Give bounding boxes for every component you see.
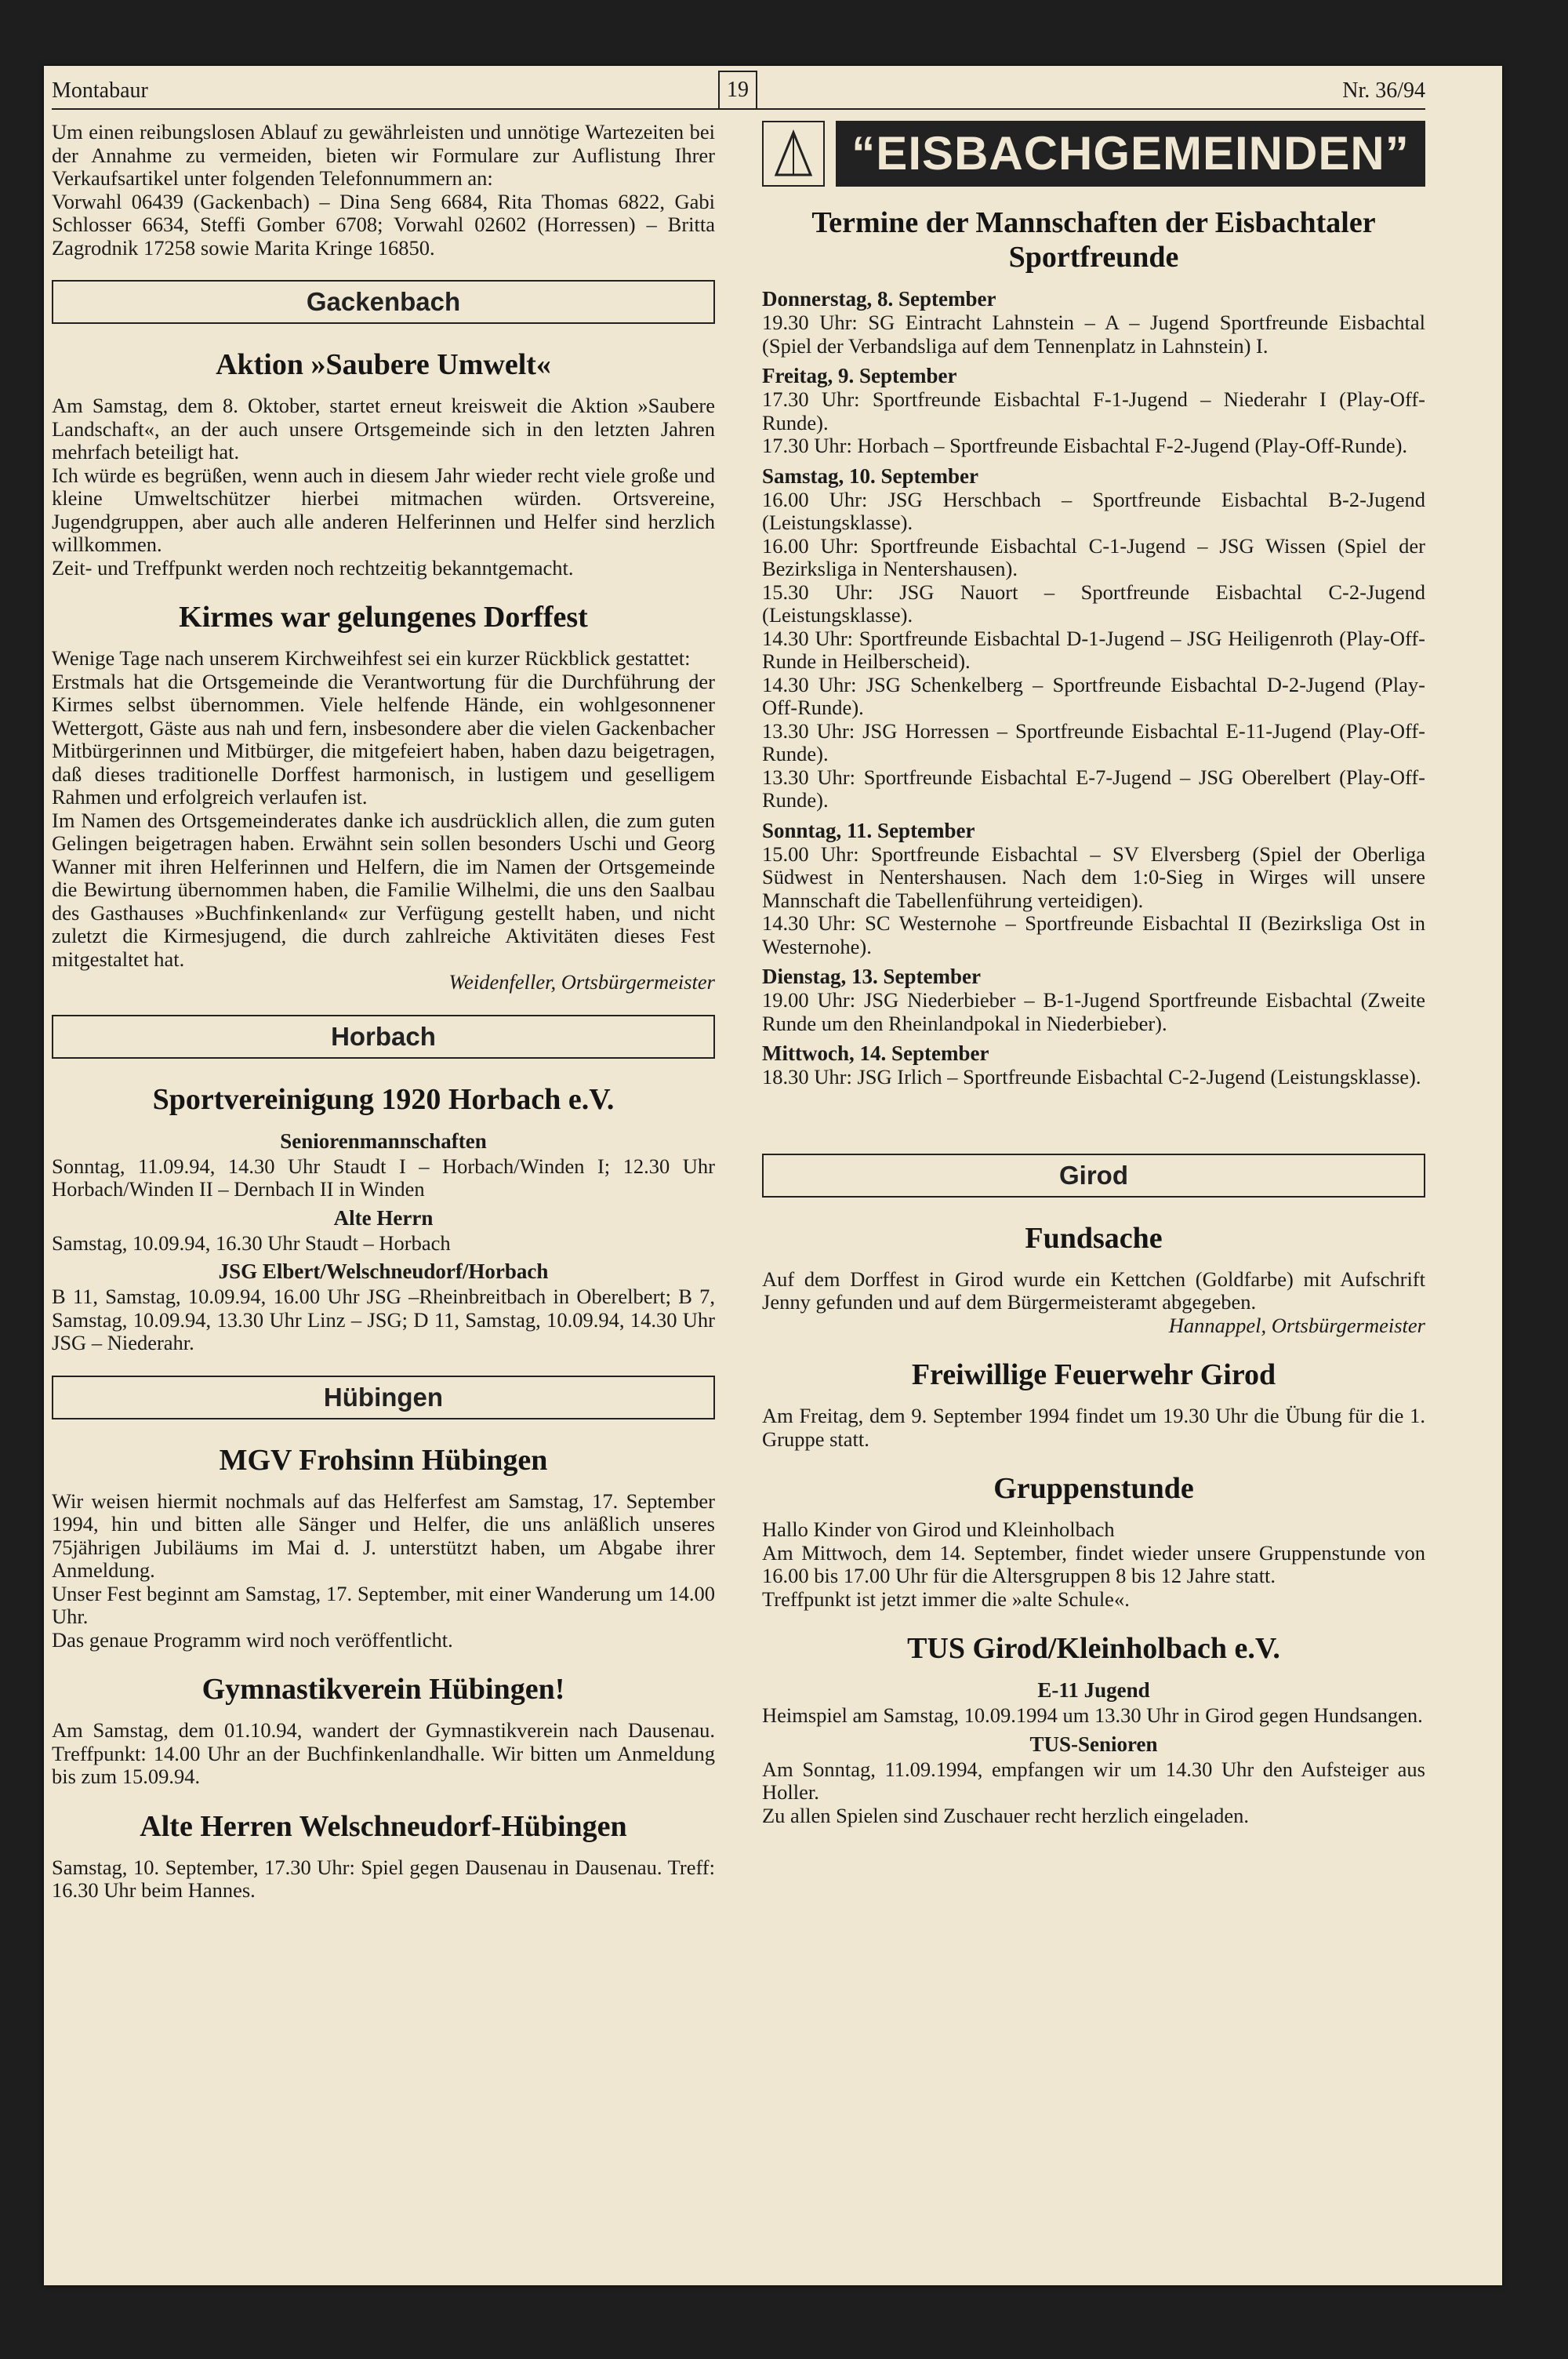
article-paragraph: Am Samstag, dem 8. Oktober, startet erneut kreisweit die Aktion »Saubere Landschaft«, an der auch unsere Ortsgemeinde sich in den letzten Jahren mehrfach beteiligt hat. [52, 394, 715, 463]
article-paragraph: Treffpunkt ist jetzt immer die »alte Schule«. [762, 1587, 1130, 1611]
schedule-day [762, 364, 1425, 458]
page-content [52, 71, 1425, 1903]
article-paragraph: Hallo Kinder von Girod und Kleinholbach [762, 1518, 1115, 1541]
schedule-day-text: 16.00 Uhr: JSG Herschbach – Sportfreunde Eisbachtal B-2-Jugend (Leistungsklasse). 16.00 Uhr: Sportfreunde Eisbachtal C-1-Jugend – JSG Wissen (Spiel der Bezirksliga in Nentershausen). 15.30 Uhr: JSG Nauort – Sportfreunde Eisbachtal C-2-Jugend (Leistungsklasse). 14.30 Uhr: Sportfreunde Eisbachtal D-1-Jugend – JSG Heiligenroth (Play-Off-Runde in Heilberscheid). 14.30 Uhr: JSG Schenkelberg – Sportfreunde Eisbachtal D-2-Jugend (Play-Off-Runde). 13.30 Uhr: JSG Horressen – Sportfreunde Eisbachtal E-11-Jugend (Play-Off-Runde). 13.30 Uhr: Sportfreunde Eisbachtal E-7-Jugend – JSG Oberelbert (Play-Off-Runde). [762, 487, 1425, 812]
banner-title: “EISBACHGEMEINDEN” [836, 121, 1425, 187]
schedule [762, 287, 1425, 1089]
article-title: Gymnastikverein Hübingen! [201, 1673, 565, 1706]
schedule-day-text: 18.30 Uhr: JSG Irlich – Sportfreunde Eisbachtal C-2-Jugend (Leistungsklasse). [762, 1065, 1421, 1089]
section-header-huebingen: Hübingen [52, 1376, 715, 1419]
article-paragraph: Heimspiel am Samstag, 10.09.1994 um 13.30 Uhr in Girod gegen Hundsangen. [762, 1703, 1423, 1727]
article-title: Freiwillige Feuerwehr Girod [911, 1358, 1276, 1391]
article-title: Fundsache [1025, 1221, 1163, 1255]
signature: Weidenfeller, Ortsbürgermeister [448, 970, 715, 994]
article-paragraph: Das genaue Programm wird noch veröffentlicht. [52, 1627, 453, 1652]
header-town: Montabaur [52, 78, 148, 103]
article-paragraph: Am Mittwoch, dem 14. September, findet wieder unsere Gruppenstunde von 16.00 bis 17.00 Uhr für die Altersgruppen 8 bis 12 Jahre statt. [762, 1540, 1425, 1587]
subheading: E-11 Jugend [1037, 1678, 1150, 1702]
article-title: Kirmes war gelungenes Dorffest [179, 601, 588, 634]
schedule-day-text: 19.30 Uhr: SG Eintracht Lahnstein – A – Jugend Sportfreunde Eisbachtal (Spiel der Verbandsliga auf dem Tennenplatz in Lahnstein) I. [762, 311, 1425, 358]
article-paragraph: Unser Fest beginnt am Samstag, 17. September, mit einer Wanderung um 14.00 Uhr. [52, 1581, 715, 1628]
schedule-day [762, 819, 1425, 959]
subheading: Alte Herrn [333, 1205, 434, 1230]
article-title: TUS Girod/Kleinholbach e.V. [907, 1632, 1280, 1665]
article-paragraph: Sonntag, 11.09.94, 14.30 Uhr Staudt I – Horbach/Winden I; 12.30 Uhr Horbach/Winden II – Dernbach II in Winden [52, 1154, 715, 1201]
schedule-day-label: Freitag, 9. September [762, 364, 957, 387]
schedule-day-label: Dienstag, 13. September [762, 965, 981, 988]
intro-paragraph: Um einen reibungslosen Ablauf zu gewährleisten und unnötige Wartezeiten bei der Annahme zu vermeiden, bieten wir Formulare zur Auflistung Ihrer Verkaufsartikel unter folgenden Telefonnummern an: [52, 120, 715, 190]
article-paragraph: Samstag, 10. September, 17.30 Uhr: Spiel gegen Dausenau in Dausenau. Treff: 16.30 Uhr beim Hannes. [52, 1855, 715, 1902]
article-paragraph: Am Sonntag, 11.09.1994, empfangen wir um 14.30 Uhr den Aufsteiger aus Holler. [762, 1757, 1425, 1804]
article-paragraph: Wir weisen hiermit nochmals auf das Helferfest am Samstag, 17. September 1994, hin und bitten alle Sänger und Helfer, die uns anläßlich unseres 75jährigen Jubiläums im Mai d. J. unterstützt haben, um Abgabe ihrer Anmeldung. [52, 1488, 715, 1582]
right-column [762, 121, 1425, 1903]
intro-paragraph: Vorwahl 06439 (Gackenbach) – Dina Seng 6684, Rita Thomas 6822, Gabi Schlosser 6634, Steffi Gomber 6708; Vorwahl 02602 (Horressen) – Britta Zagrodnik 17258 sowie Marita Kringe 16850. [52, 189, 715, 260]
left-column [52, 121, 715, 1903]
schedule-day-label: Sonntag, 11. September [762, 818, 975, 842]
article-paragraph: Zeit- und Treffpunkt werden noch rechtzeitig bekanntgemacht. [52, 555, 574, 580]
schedule-day [762, 1041, 1425, 1089]
subheading: JSG Elbert/Welschneudorf/Horbach [218, 1259, 549, 1283]
page-number: 19 [718, 71, 757, 110]
article-title: MGV Frohsinn Hübingen [219, 1443, 548, 1477]
schedule-day-text: 19.00 Uhr: JSG Niederbieber – B-1-Jugend Sportfreunde Eisbachtal (Zweite Runde um den Rheinlandpokal in Niederbieber). [762, 988, 1425, 1035]
article-title: Sportvereinigung 1920 Horbach e.V. [152, 1082, 615, 1116]
subheading: Seniorenmannschaften [280, 1129, 487, 1153]
article-paragraph: Samstag, 10.09.94, 16.30 Uhr Staudt – Horbach [52, 1230, 451, 1255]
schedule-day-text: 15.00 Uhr: Sportfreunde Eisbachtal – SV Elversberg (Spiel der Oberliga Südwest in Nentershausen. Nach dem 1:0-Sieg in Wirges will unsere Mannschaft die Tabellenführung verteidigen). 14.30 Uhr: SC Westernohe – Sportfreunde Eisbachtal II (Bezirksliga Ost in Westernohe). [762, 841, 1425, 958]
article-paragraph: Ich würde es begrüßen, wenn auch in diesem Jahr wieder recht viele große und kleine Umweltschützer hierbei mitmachen würden. Ortsvereine, Jugendgruppen, aber auch alle anderen Helferinnen und Helfer sind herzlich willkommen. [52, 463, 715, 556]
article-paragraph: Erstmals hat die Ortsgemeinde die Verantwortung für die Durchführung der Kirmes selbst übernommen. Viele helfende Hände, ein wohlgesonnener Wettergott, Gäste aus nah und fern, insbesondere aber die vielen Gackenbacher Mitbürgerinnen und Mitbürger, die mitgefeiert haben, haben dazu beigetragen, daß dieses traditionelle Dorffest harmonisch, in lustigem und geselligem Rahmen und erfolgreich verlaufen ist. [52, 669, 715, 809]
eisbach-banner [762, 121, 1425, 187]
schedule-day [762, 464, 1425, 812]
article-paragraph: Am Samstag, dem 01.10.94, wandert der Gymnastikverein nach Dausenau. Treffpunkt: 14.00 Uhr an der Buchfinkenlandhalle. Wir bitten um Anmeldung bis zum 15.09.94. [52, 1718, 715, 1788]
article-paragraph: B 11, Samstag, 10.09.94, 16.00 Uhr JSG –Rheinbreitbach in Oberelbert; B 7, Samstag, 10.09.94, 13.30 Uhr Linz – JSG; D 11, Samstag, 10.09.94, 14.30 Uhr JSG – Niederahr. [52, 1285, 715, 1354]
article-paragraph: Wenige Tage nach unserem Kirchweihfest sei ein kurzer Rückblick gestattet: [52, 646, 691, 670]
section-header-gackenbach: Gackenbach [52, 280, 715, 324]
schedule-day-label: Samstag, 10. September [762, 463, 978, 488]
page-header [52, 71, 1425, 110]
issue-number: Nr. 36/94 [1342, 78, 1425, 103]
article-paragraph: Zu allen Spielen sind Zuschauer recht herzlich eingeladen. [762, 1803, 1250, 1827]
article-title: Alte Herren Welschneudorf-Hübingen [140, 1809, 627, 1843]
schedule-day-label: Mittwoch, 14. September [762, 1041, 989, 1065]
article-title: Termine der Mannschaften der Eisbachtaler Sportfreunde [811, 206, 1376, 274]
article-paragraph: Auf dem Dorffest in Girod wurde ein Kettchen (Goldfarbe) mit Aufschrift Jenny gefunden und auf dem Bürgermeisteramt abgegeben. [762, 1267, 1425, 1314]
signature: Hannappel, Ortsbürgermeister [1168, 1313, 1425, 1337]
schedule-day [762, 965, 1425, 1035]
subheading: TUS-Senioren [1029, 1732, 1158, 1756]
section-header-girod: Girod [762, 1154, 1425, 1198]
eisbach-logo-icon [762, 121, 825, 187]
article-title: Aktion »Saubere Umwelt« [216, 348, 551, 381]
schedule-day-label: Donnerstag, 8. September [762, 287, 996, 311]
article-paragraph: Am Freitag, dem 9. September 1994 findet um 19.30 Uhr die Übung für die 1. Gruppe statt. [762, 1404, 1425, 1451]
schedule-day [762, 287, 1425, 358]
section-header-horbach: Horbach [52, 1015, 715, 1059]
article-paragraph: Im Namen des Ortsgemeinderates danke ich ausdrücklich allen, die zum guten Gelingen beigetragen haben. Erwähnt sein sollen besonders Uschi und Georg Wanner mit ihren Helferinnen und Helfern, die im Namen der Ortsgemeinde die Bewirtung übernommen haben, die Familie Wilhelmi, die uns den Saalbau des Gasthauses »Buchfinkenland« zur Verfügung gestellt haben, und nicht zuletzt die Kirmesjugend, die durch zahlreiche Aktivitäten dieses Fest mitgestaltet hat. [52, 808, 715, 971]
article-title: Gruppenstunde [993, 1472, 1194, 1505]
schedule-day-text: 17.30 Uhr: Sportfreunde Eisbachtal F-1-Jugend – Niederahr I (Play-Off-Runde). 17.30 Uhr: Horbach – Sportfreunde Eisbachtal F-2-Jugend (Play-Off-Runde). [762, 387, 1425, 457]
